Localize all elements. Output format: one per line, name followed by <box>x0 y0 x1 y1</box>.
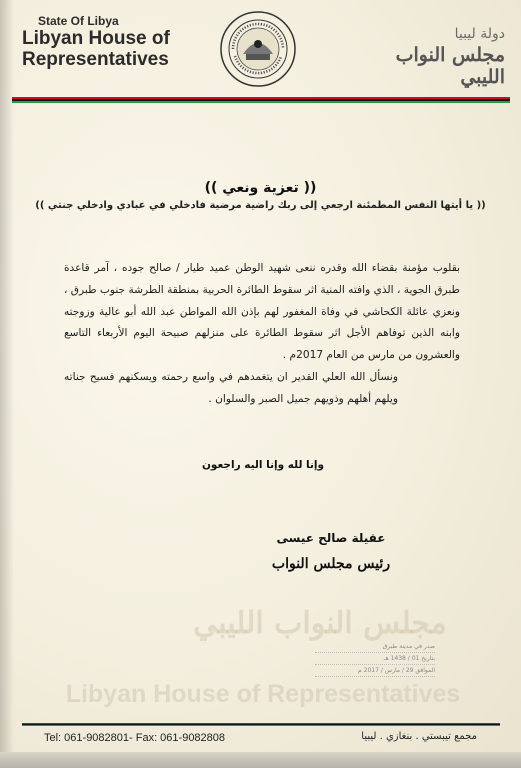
arabic-letterhead <box>345 26 505 88</box>
reference-place: صدر في مدينة طبرق <box>315 641 435 653</box>
house-name-ar: مجلس النواب الليبي <box>395 44 505 88</box>
house-name-en-line2: Representatives <box>22 49 169 70</box>
house-name-en-line1: Libyan House of <box>22 28 170 49</box>
reference-gregorian-date: الموافق 29 / مارس / 2017 م <box>315 665 435 677</box>
page-shadow <box>0 0 14 768</box>
state-name-en: State Of Libya <box>38 14 119 28</box>
watermark-english: Libyan House of Representatives <box>65 680 461 708</box>
body-paragraph-2: ونسأل الله العلي القدير ان يتغمدهم في واسع رحمته ويسكنهم فسيح جناته ويلهم أهلهم وذويهم جميل الصبر والسلوان . <box>64 370 398 405</box>
address: مجمع تيبستي . بنغازي . ليبيا <box>361 731 477 742</box>
signatory-title: رئيس مجلس النواب <box>271 556 391 572</box>
letter-body <box>64 258 460 411</box>
signatory-name: عقيلة صالح عيسى <box>276 531 386 545</box>
state-name-ar: دولة ليبيا <box>454 26 505 42</box>
table-surface <box>0 752 521 768</box>
contact-numbers: Tel: 061-9082801- Fax: 061-9082808 <box>44 732 226 744</box>
quran-verse: (( يا أيتها النفس المطمئنة ارجعي إلى ربك راضية مرضية فادخلي في عبادي وادخلي جنتي )) <box>35 200 486 211</box>
body-paragraph-1: بقلوب مؤمنة بقضاء الله وقدره ننعى شهيد الوطن عميد طيار / صالح جوده ، آمر قاعدة طبرق الجوية ، الذي وافته المنية اثر سقوط الطائرة الحربية بمنطقة الطرشة جنوب طبرق ، ونعزي عائلة الكحاشي في وفاة المغفور لهم بإذن الله المواطن عبد الله أبو عالية وزوجته وابنه الذين توفاهم الأجل اثر سقوط الطائرة على منزلهم صبيحة اليوم الأربعاء التاسع والعشرون من مارس من العام 2017م . <box>64 262 460 362</box>
english-letterhead <box>22 14 182 70</box>
reference-block <box>315 641 435 677</box>
letter-heading: (( تعزية ونعي )) <box>204 180 317 196</box>
flag-stripe-bottom <box>22 723 500 727</box>
flag-stripe-top <box>12 97 510 103</box>
watermark-arabic: مجلس النواب الليبي <box>193 606 447 641</box>
closing-line: وإنا لله وإنا اليه راجعون <box>201 459 325 471</box>
parliament-seal-icon <box>219 10 297 88</box>
reference-hijri-date: بتاريخ 01 / 1438 هـ <box>315 653 435 665</box>
